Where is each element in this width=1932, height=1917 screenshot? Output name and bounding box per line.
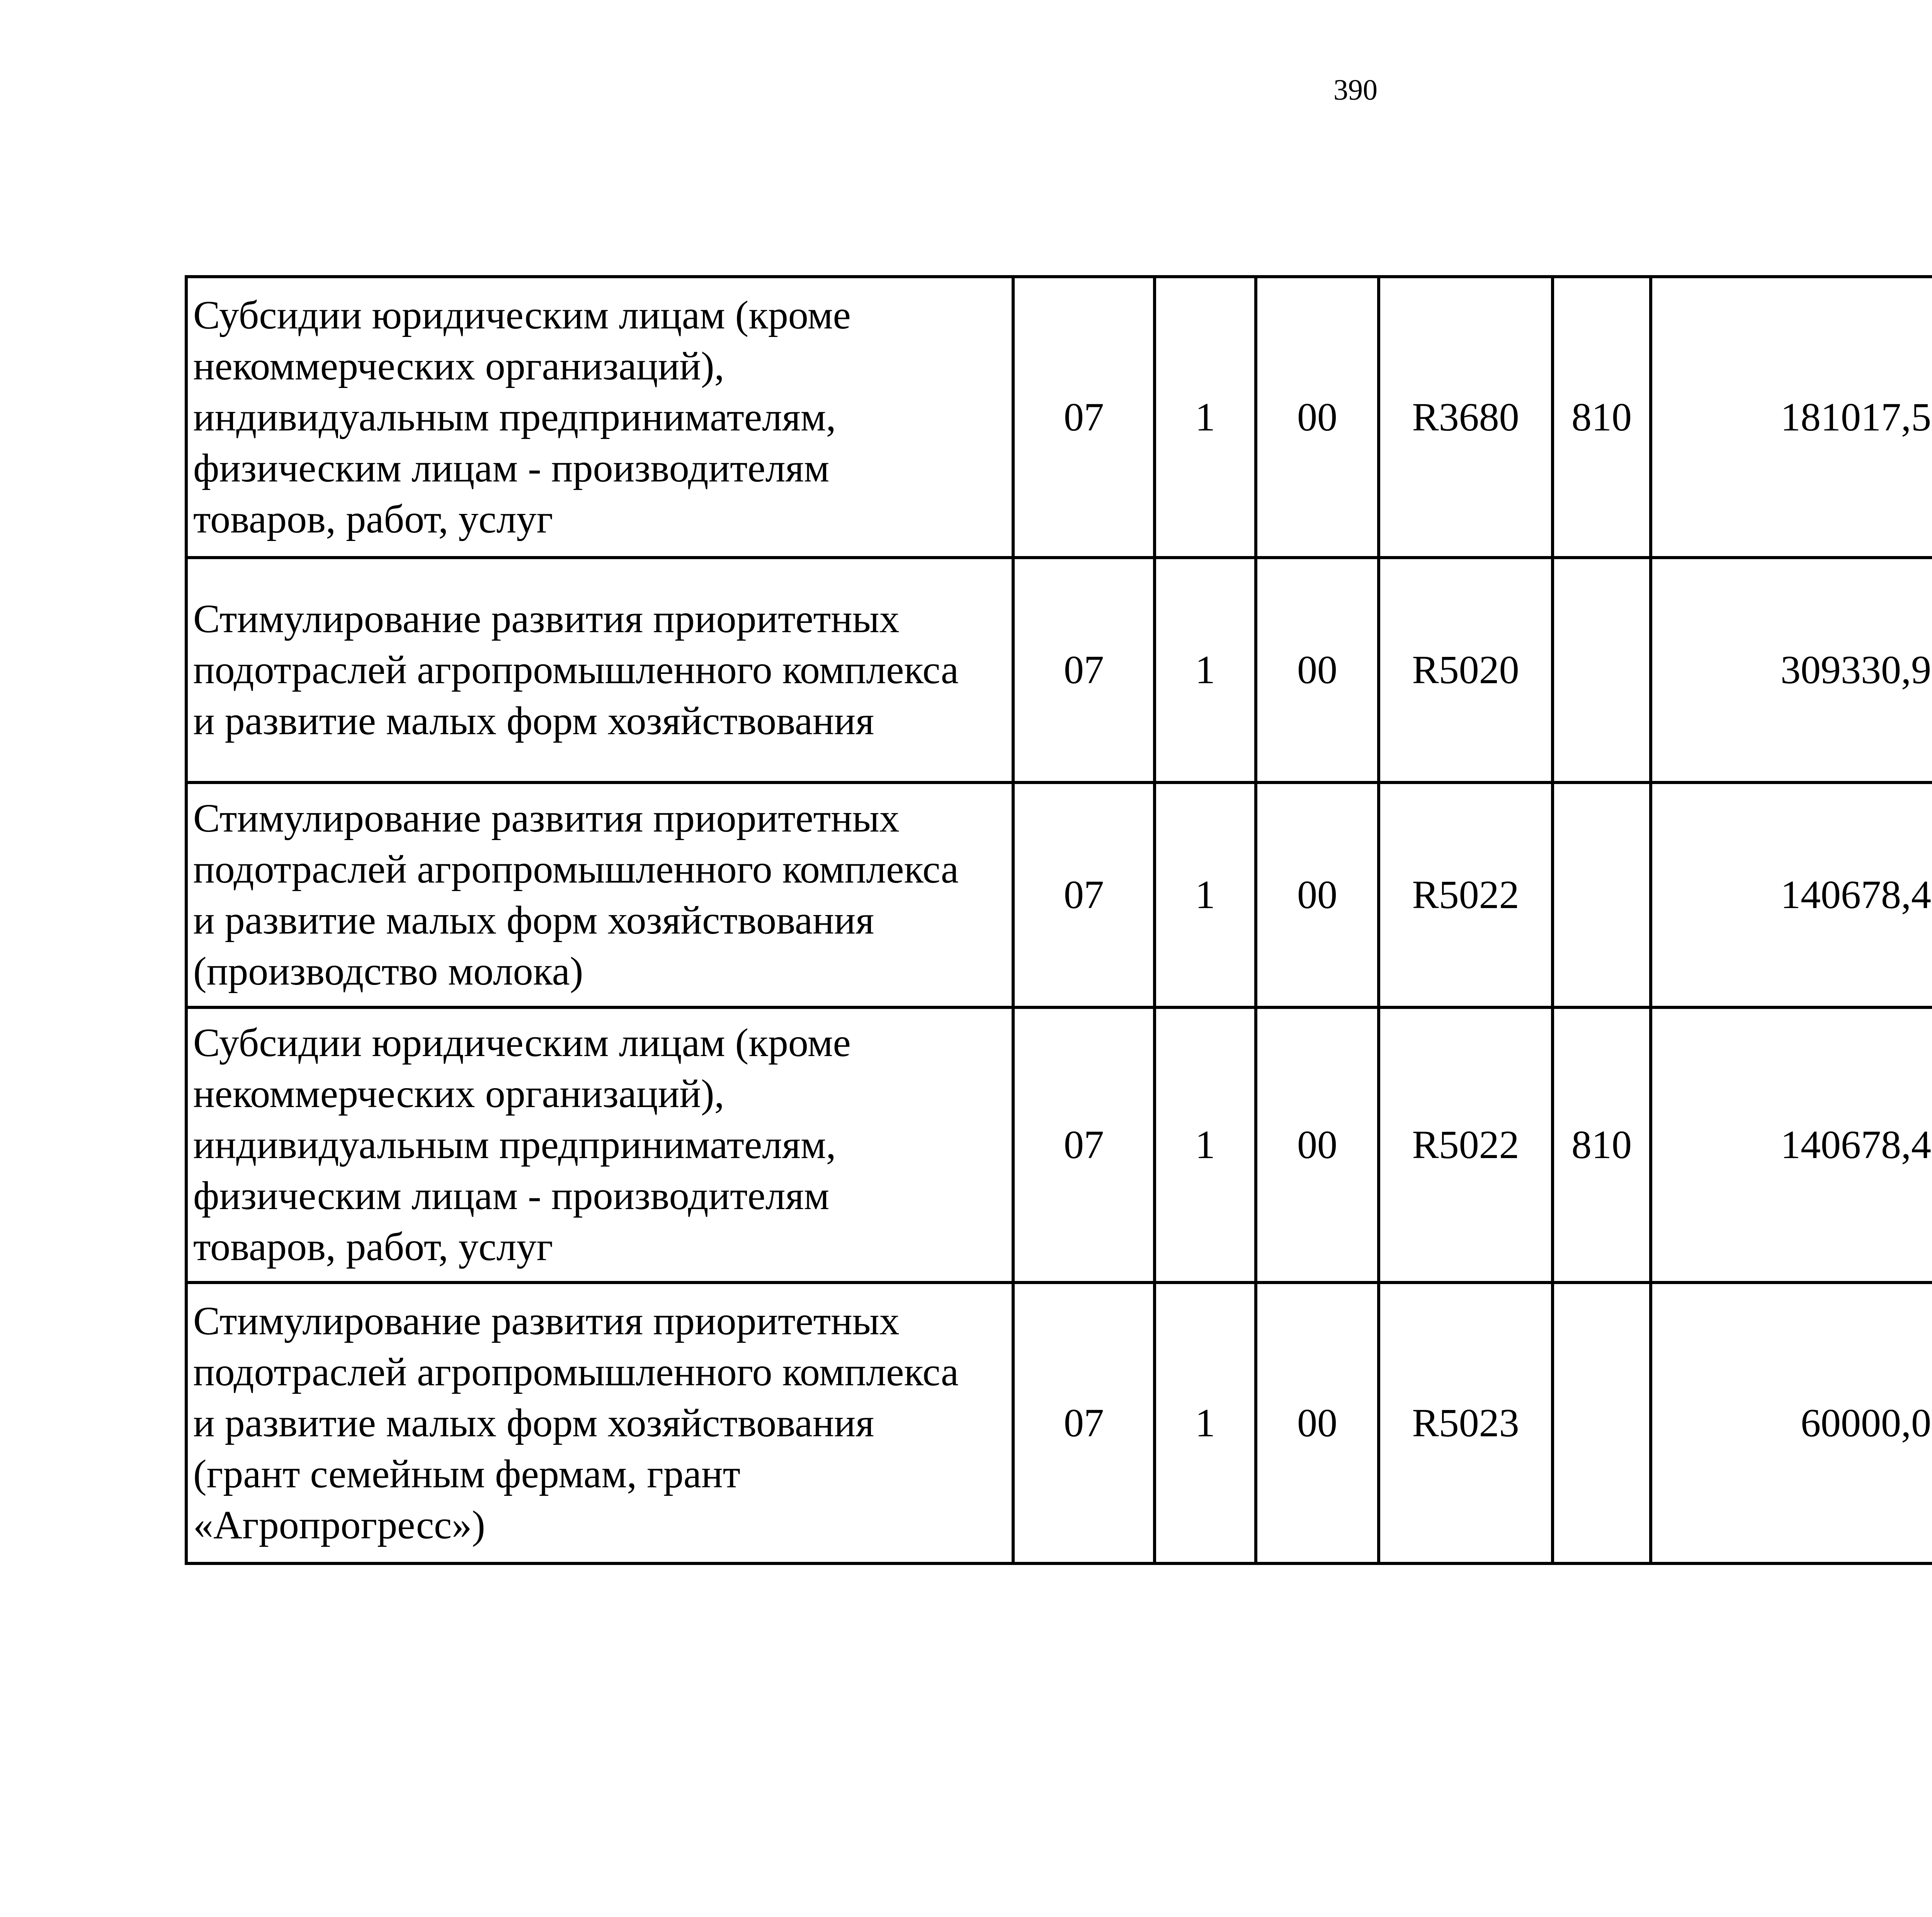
target-code: R5023 xyxy=(1379,1283,1553,1563)
section-code: 07 xyxy=(1013,1283,1155,1563)
subprogram-code: 00 xyxy=(1256,782,1379,1007)
target-code: R5020 xyxy=(1379,558,1553,782)
row-name: Стимулирование развития приоритетных подотраслей агропромышленного комплекса и развитие малых форм хозяйствования xyxy=(186,558,1013,782)
subprogram-code: 00 xyxy=(1256,1283,1379,1563)
program-code: 1 xyxy=(1155,1283,1256,1563)
expense-type-code xyxy=(1553,558,1651,782)
expense-type-code: 810 xyxy=(1553,277,1651,558)
table-row xyxy=(186,782,1932,1007)
expense-type-code: 810 xyxy=(1553,1007,1651,1283)
row-name: Стимулирование развития приоритетных подотраслей агропромышленного комплекса и развитие малых форм хозяйствования (производство молока) xyxy=(186,782,1013,1007)
budget-table xyxy=(185,275,1932,1565)
subprogram-code: 00 xyxy=(1256,1007,1379,1283)
amount-1: 140678,4 xyxy=(1651,782,1932,1007)
table-row xyxy=(186,277,1932,558)
row-name: Субсидии юридическим лицам (кроме некоммерческих организаций), индивидуальным предпринимателям, физическим лицам - производителям товаров, работ, услуг xyxy=(186,1007,1013,1283)
table-row xyxy=(186,558,1932,782)
target-code: R5022 xyxy=(1379,782,1553,1007)
section-code: 07 xyxy=(1013,1007,1155,1283)
amount-1: 309330,9 xyxy=(1651,558,1932,782)
section-code: 07 xyxy=(1013,277,1155,558)
expense-type-code xyxy=(1553,782,1651,1007)
amount-1: 60000,0 xyxy=(1651,1283,1932,1563)
subprogram-code: 00 xyxy=(1256,277,1379,558)
program-code: 1 xyxy=(1155,782,1256,1007)
table-row xyxy=(186,1007,1932,1283)
subprogram-code: 00 xyxy=(1256,558,1379,782)
amount-1: 140678,4 xyxy=(1651,1007,1932,1283)
row-name: Субсидии юридическим лицам (кроме некоммерческих организаций), индивидуальным предпринимателям, физическим лицам - производителям товаров, работ, услуг xyxy=(186,277,1013,558)
amount-1: 181017,5 xyxy=(1651,277,1932,558)
program-code: 1 xyxy=(1155,277,1256,558)
section-code: 07 xyxy=(1013,558,1155,782)
program-code: 1 xyxy=(1155,1007,1256,1283)
target-code: R5022 xyxy=(1379,1007,1553,1283)
target-code: R3680 xyxy=(1379,277,1553,558)
row-name: Стимулирование развития приоритетных подотраслей агропромышленного комплекса и развитие малых форм хозяйствования (грант семейным фермам, грант «Агропрогресс») xyxy=(186,1283,1013,1563)
table-row xyxy=(186,1283,1932,1563)
page-number: 390 xyxy=(1333,74,1378,106)
program-code: 1 xyxy=(1155,558,1256,782)
section-code: 07 xyxy=(1013,782,1155,1007)
expense-type-code xyxy=(1553,1283,1651,1563)
